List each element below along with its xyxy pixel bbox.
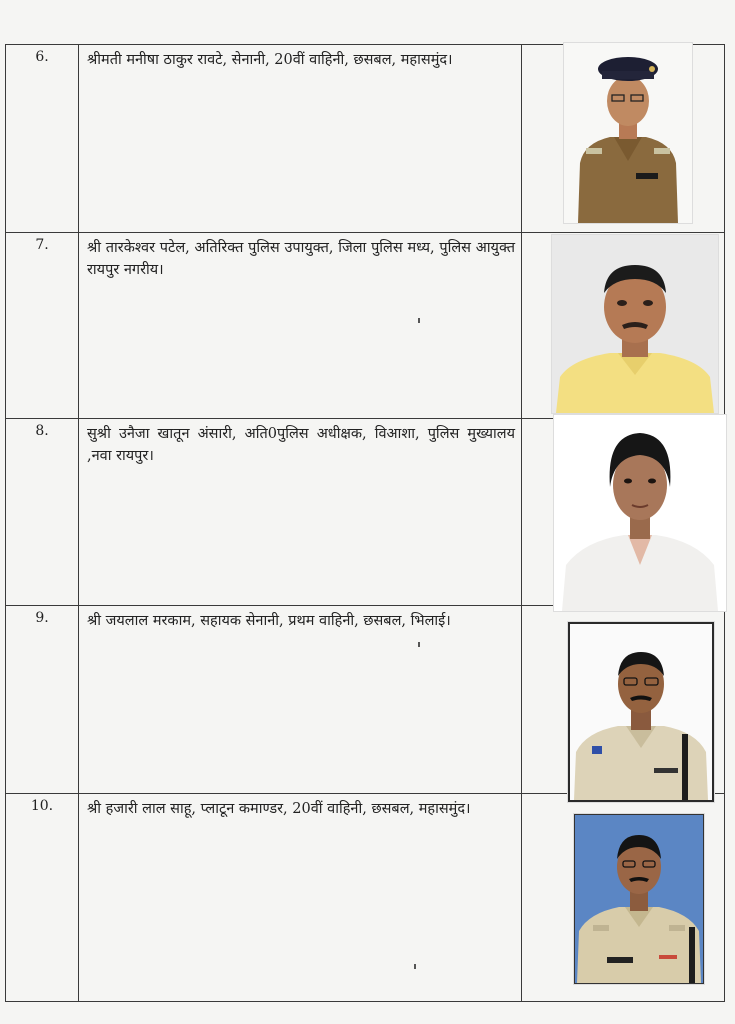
officer-photo	[574, 814, 704, 984]
name-designation: श्री जयलाल मरकाम, सहायक सेनानी, प्रथम वाहिनी, छसबल, भिलाई।	[79, 606, 522, 794]
name-designation: श्री हजारी लाल साहू, प्लाटून कमाण्डर, 20वीं वाहिनी, छसबल, महासमुंद।	[79, 794, 522, 1002]
table-row	[6, 606, 725, 794]
serial-number: 6.	[6, 45, 79, 233]
table-row	[6, 45, 725, 233]
serial-number: 7.	[6, 233, 79, 419]
serial-number: 10.	[6, 794, 79, 1002]
table-row	[6, 419, 725, 606]
scan-artifact	[418, 318, 420, 323]
serial-number: 9.	[6, 606, 79, 794]
photo-cell	[522, 606, 725, 794]
scan-artifact	[414, 964, 416, 969]
photo-cell	[522, 419, 725, 606]
name-designation: श्री तारकेश्वर पटेल, अतिरिक्त पुलिस उपायुक्त, जिला पुलिस मध्य, पुलिस आयुक्त रायपुर नगरीय।	[79, 233, 522, 419]
name-designation: सुश्री उनैजा खातून अंसारी, अति0पुलिस अधीक्षक, विआशा, पुलिस मुख्यालय ,नवा रायपुर।	[79, 419, 522, 606]
name-designation: श्रीमती मनीषा ठाकुर रावटे, सेनानी, 20वीं वाहिनी, छसबल, महासमुंद।	[79, 45, 522, 233]
table-row	[6, 233, 725, 419]
officer-photo	[568, 622, 714, 802]
officer-photo	[564, 43, 692, 223]
photo-cell	[522, 794, 725, 1002]
officer-photo	[552, 235, 718, 413]
scan-artifact	[418, 642, 420, 647]
table-row	[6, 794, 725, 1002]
personnel-table	[5, 44, 725, 1002]
serial-number: 8.	[6, 419, 79, 606]
photo-cell	[522, 45, 725, 233]
officer-photo	[554, 415, 726, 611]
photo-cell	[522, 233, 725, 419]
